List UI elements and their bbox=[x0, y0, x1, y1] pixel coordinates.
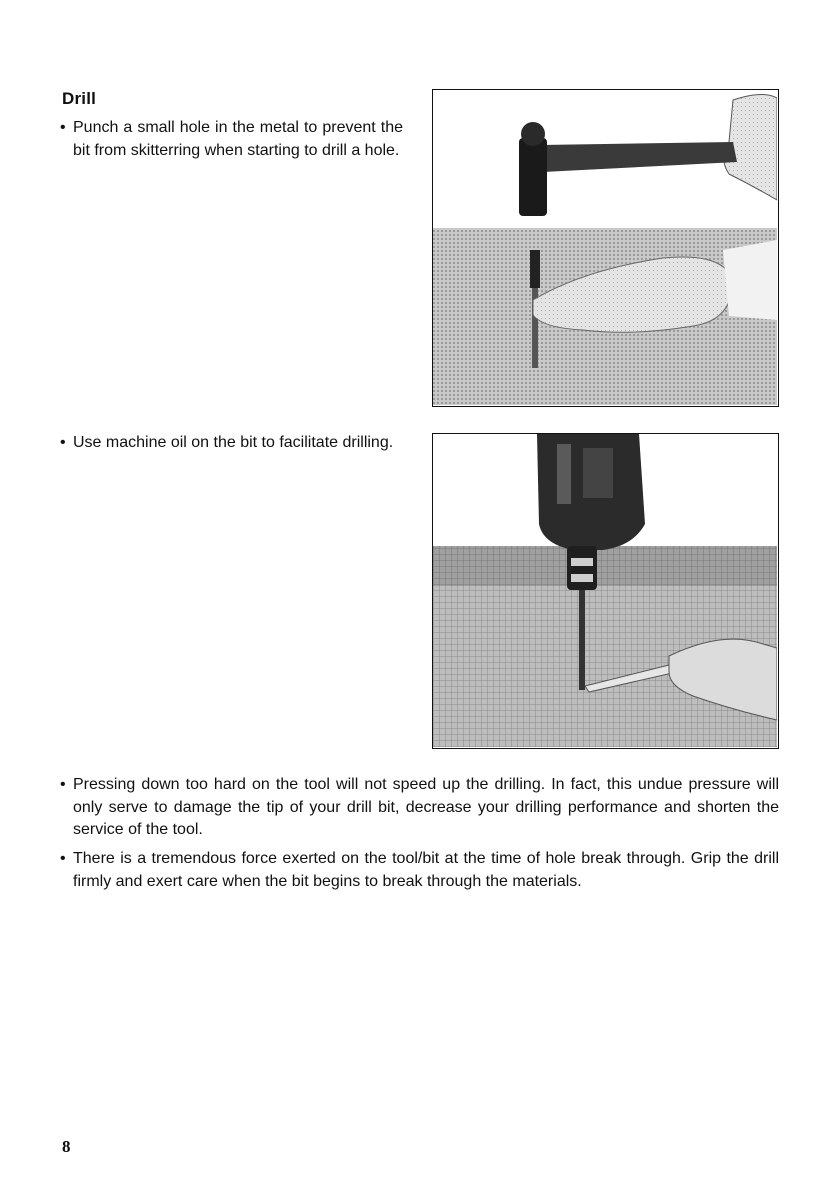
bullet-marker: • bbox=[60, 850, 66, 867]
bullet-break-through bbox=[60, 848, 779, 893]
drill-oil-illustration bbox=[433, 434, 777, 747]
bullet-text: Pressing down too hard on the tool will not speed up the drilling. In fact, this undue pressure will only serve to damage the tip of your drill bit, decrease your drilling performance and shorten the service of the tool. bbox=[73, 776, 779, 838]
page-number: 8 bbox=[62, 1137, 71, 1156]
bullet-marker: • bbox=[60, 434, 66, 451]
photo-hammer-punch bbox=[432, 89, 779, 407]
bullet-text: Use machine oil on the bit to facilitate drilling. bbox=[73, 434, 394, 451]
hammer-punch-illustration bbox=[433, 90, 777, 405]
bullet-punch-hole bbox=[60, 117, 403, 162]
bullet-text: There is a tremendous force exerted on the tool/bit at the time of hole break through. Grip the drill firmly and exert care when the bit begins to break through the materials. bbox=[73, 850, 779, 890]
bullet-machine-oil bbox=[60, 432, 409, 455]
bullet-pressing-down bbox=[60, 774, 779, 842]
photo-drill-oil bbox=[432, 433, 779, 749]
bullet-marker: • bbox=[60, 119, 66, 136]
bullet-text: Punch a small hole in the metal to prevent the bit from skitterring when starting to drill a hole. bbox=[73, 119, 403, 159]
section-heading: Drill bbox=[62, 89, 97, 108]
bullet-marker: • bbox=[60, 776, 66, 793]
